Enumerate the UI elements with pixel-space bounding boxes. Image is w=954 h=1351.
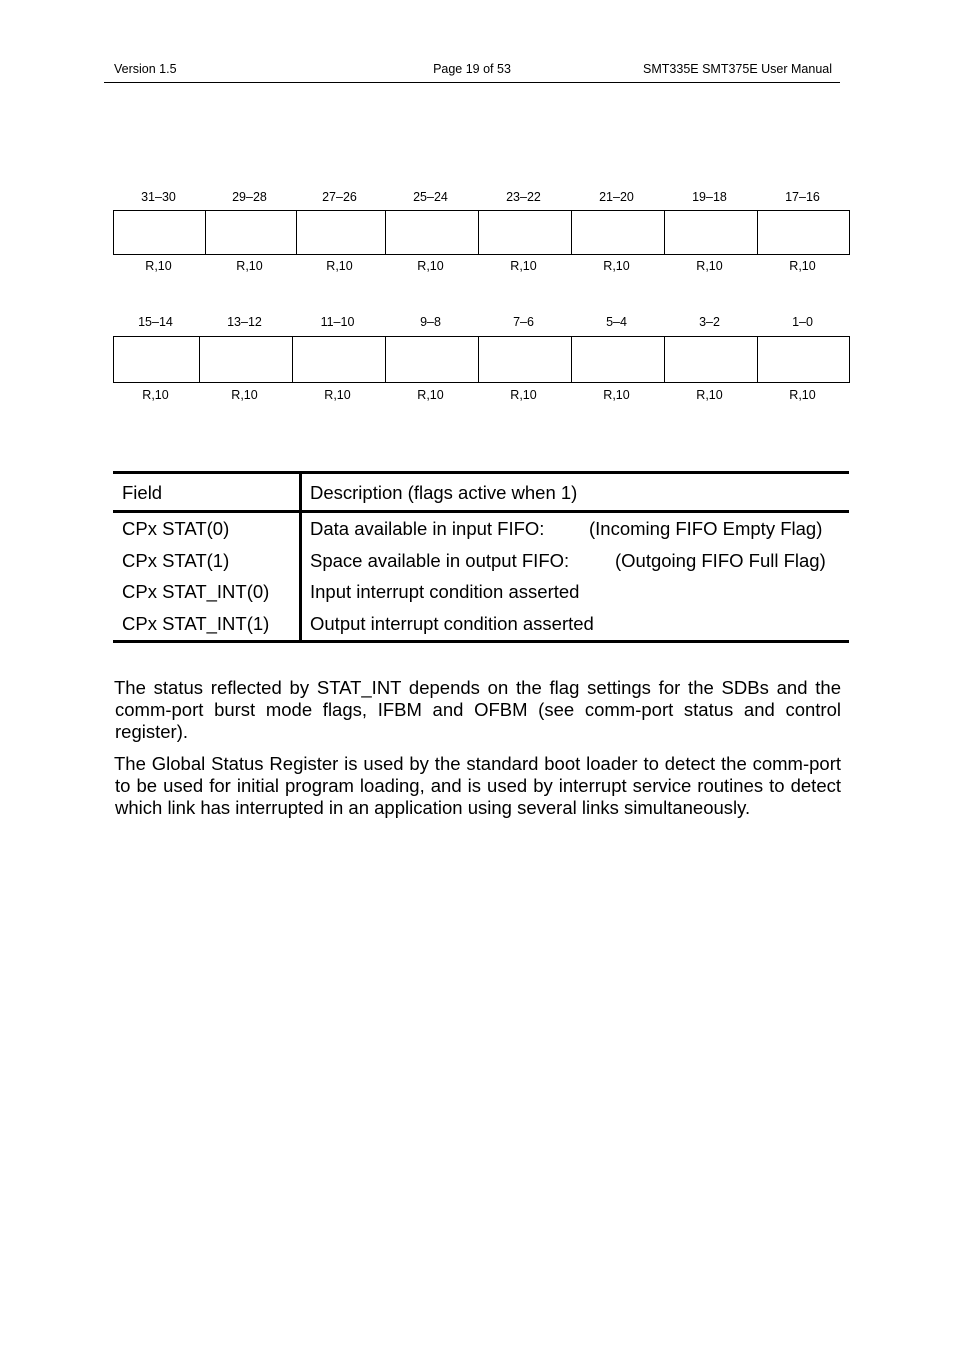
access-label: R,10 [142,388,169,402]
bit-range-label: 21–20 [599,190,634,204]
access-label: R,10 [603,388,630,402]
table-body [113,513,849,643]
bit-range-label: 31–30 [141,190,176,204]
paragraph-global-status: The Global Status Register is used by the standard boot loader to detect the comm-port to be used for initial program loading, and is used by interrupt service routines to detect which link has interrupted in an application using several links simultaneously. [114,753,841,818]
bit-range-label: 9–8 [420,315,441,329]
field-note: (Outgoing FIFO Full Flag) [615,550,826,571]
column-divider [299,513,302,640]
access-row [113,388,850,404]
register-cell [296,211,386,254]
access-label: R,10 [789,388,816,402]
field-description: Data available in input FIFO: [310,518,545,539]
register-cell [571,337,665,382]
field-table [113,471,849,643]
paragraph-stat-int: The status reflected by STAT_INT depends on the flag settings for the SDBs and the comm-port burst mode flags, IFBM and OFBM (see comm-port status and control register). [114,677,841,742]
register-cell [385,337,479,382]
access-label: R,10 [510,259,537,273]
register-cell [292,337,386,382]
access-label: R,10 [510,388,537,402]
register-cell [199,337,293,382]
header-field: Field [122,482,163,503]
bit-range-label: 19–18 [692,190,727,204]
register-cell [571,211,665,254]
table-header-row [113,471,849,513]
access-label: R,10 [324,388,351,402]
bit-range-label: 25–24 [413,190,448,204]
manual-title: SMT335E SMT375E User Manual [643,62,832,76]
register-cell [478,211,572,254]
access-label: R,10 [231,388,258,402]
bit-range-label: 15–14 [138,315,173,329]
register-cells [113,336,850,383]
page-number: Page 19 of 53 [433,62,511,76]
field-name: CPx STAT_INT(0) [122,581,270,602]
field-note: (Incoming FIFO Empty Flag) [589,518,823,539]
register-cell [757,337,850,382]
field-description: Input interrupt condition asserted [310,581,580,602]
register-cell [114,337,200,382]
page-header [104,60,840,83]
register-cell [205,211,297,254]
field-name: CPx STAT(0) [122,518,230,539]
access-label: R,10 [236,259,263,273]
register-cell [664,337,758,382]
register-cell [664,211,758,254]
access-label: R,10 [696,259,723,273]
access-label: R,10 [789,259,816,273]
column-divider [299,474,302,510]
register-cells [113,210,850,255]
bit-range-label: 3–2 [699,315,720,329]
header-description: Description (flags active when 1) [310,482,578,503]
field-name: CPx STAT_INT(1) [122,613,270,634]
bit-range-label: 11–10 [320,315,355,329]
register-diagram-upper [113,190,850,275]
access-label: R,10 [145,259,172,273]
access-label: R,10 [326,259,353,273]
access-label: R,10 [603,259,630,273]
register-diagram-lower [113,315,850,404]
bit-range-label: 23–22 [506,190,541,204]
access-label: R,10 [417,388,444,402]
bit-range-label: 1–0 [792,315,813,329]
field-description: Output interrupt condition asserted [310,613,594,634]
field-name: CPx STAT(1) [122,550,230,571]
access-label: R,10 [417,259,444,273]
field-description: Space available in output FIFO: [310,550,570,571]
bit-range-row [113,190,850,206]
bit-range-row [113,315,850,331]
access-label: R,10 [696,388,723,402]
register-cell [478,337,572,382]
bit-range-label: 7–6 [513,315,534,329]
register-cell [385,211,479,254]
bit-range-label: 5–4 [606,315,627,329]
bit-range-label: 13–12 [227,315,262,329]
register-cell [114,211,206,254]
access-row [113,259,850,275]
register-cell [757,211,850,254]
bit-range-label: 17–16 [785,190,820,204]
bit-range-label: 27–26 [322,190,357,204]
version-label: Version 1.5 [114,62,177,76]
bit-range-label: 29–28 [232,190,267,204]
